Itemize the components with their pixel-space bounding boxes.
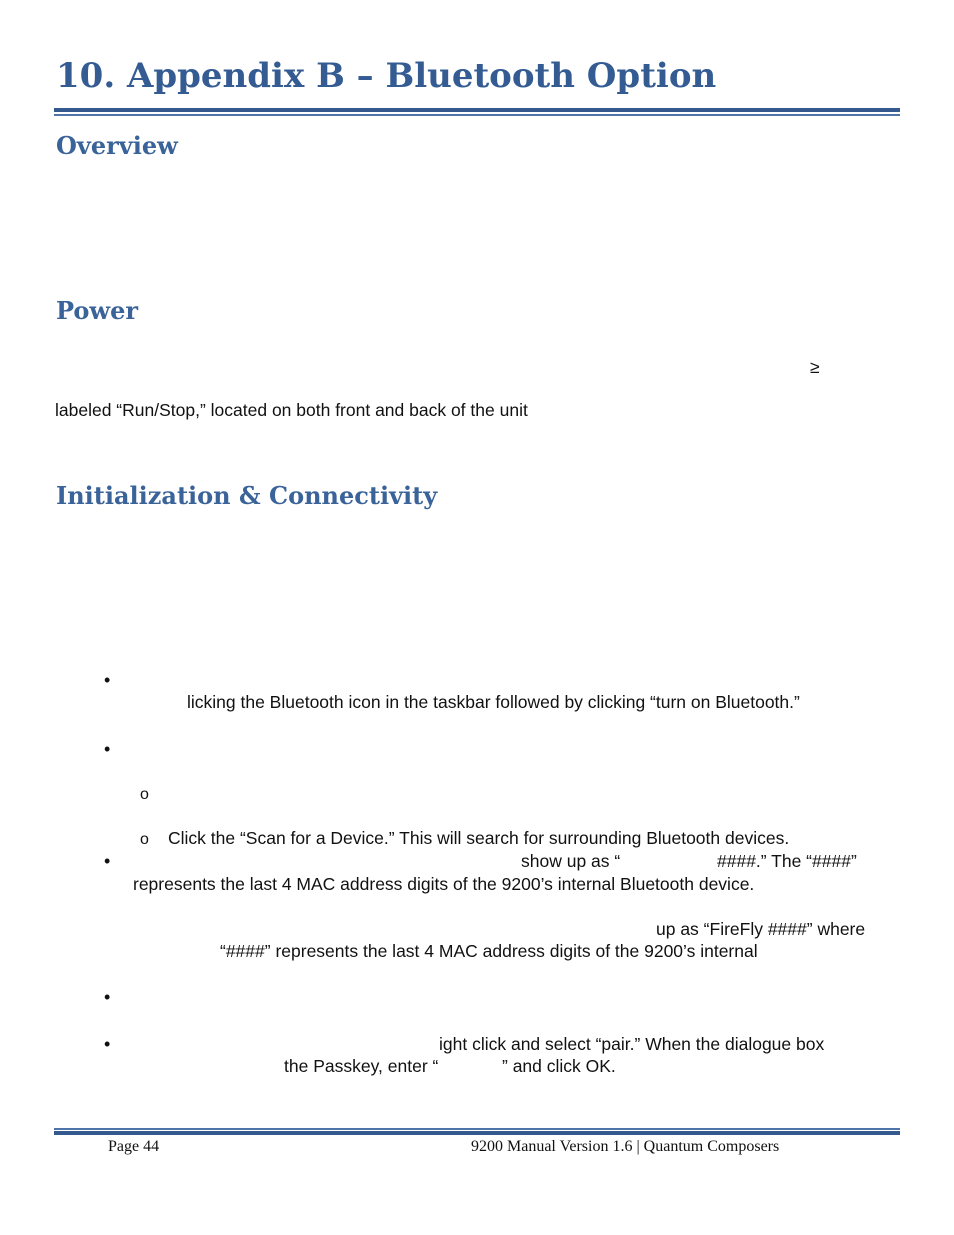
footer-rule-thin bbox=[54, 1128, 900, 1130]
bullet-1-text: licking the Bluetooth icon in the taskbar followed by clicking “turn on Bluetooth.” bbox=[187, 692, 800, 712]
sub-bullet-2-text: Click the “Scan for a Device.” This will search for surrounding Bluetooth devices. bbox=[168, 828, 790, 848]
note-line-1: up as “FireFly ####” where bbox=[656, 919, 866, 939]
bullet-3-text-b: ####.” The “####” bbox=[717, 851, 857, 871]
bullet-3-marker: • bbox=[104, 851, 111, 871]
bullet-5-text-line2-a: the Passkey, enter “ bbox=[284, 1056, 439, 1076]
bullet-2-marker: • bbox=[104, 739, 111, 759]
bullet-3-text-a: show up as “ bbox=[521, 851, 621, 871]
bullet-5-text-line1: ight click and select “pair.” When the dialogue box bbox=[439, 1034, 825, 1054]
sub-bullet-1-marker: o bbox=[140, 786, 149, 803]
bullet-5-marker: • bbox=[104, 1034, 111, 1054]
footer-manual-title: 9200 Manual Version 1.6 | Quantum Composers bbox=[471, 1138, 780, 1155]
bullet-3-text-line2: represents the last 4 MAC address digits of the 9200’s internal Bluetooth device. bbox=[133, 874, 755, 894]
note-line-2: “####” represents the last 4 MAC address digits of the 9200’s internal bbox=[220, 941, 758, 961]
heading-overview: Overview bbox=[56, 131, 178, 160]
bullet-4-marker: • bbox=[104, 987, 111, 1007]
heading-power: Power bbox=[56, 296, 138, 325]
footer-page-number: Page 44 bbox=[108, 1138, 160, 1155]
heading-initialization: Initialization & Connectivity bbox=[56, 481, 438, 510]
bullet-1-marker: • bbox=[104, 670, 111, 690]
page-title: 10. Appendix B – Bluetooth Option bbox=[56, 56, 717, 96]
footer-rule-thick bbox=[54, 1131, 900, 1135]
title-rule-thick bbox=[54, 108, 900, 112]
power-text-line: labeled “Run/Stop,” located on both front and back of the unit bbox=[55, 400, 528, 420]
sub-bullet-2-marker: o bbox=[140, 831, 149, 848]
power-symbol: ≥ bbox=[810, 357, 820, 377]
title-rule-thin bbox=[54, 114, 900, 116]
bullet-5-text-line2-b: ” and click OK. bbox=[502, 1056, 616, 1076]
